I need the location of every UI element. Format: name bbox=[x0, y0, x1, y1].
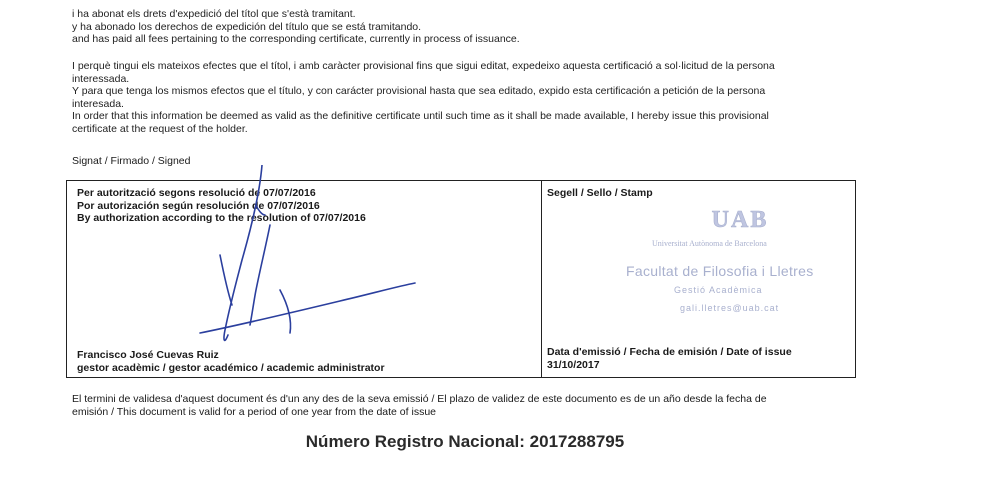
signed-label: Signat / Firmado / Signed bbox=[72, 155, 191, 167]
intro-line-es: y ha abonado los derechos de expedición del título que se está tramitando. bbox=[72, 20, 422, 33]
uab-logo-text: UAB bbox=[711, 207, 769, 233]
provisional-line: In order that this information be deemed as valid as the definitive certificate until such time as it shall be made available, I hereby issue this provisional bbox=[72, 110, 769, 122]
provisional-line: interesada. bbox=[72, 97, 124, 110]
signer-name: Francisco José Cuevas Ruiz bbox=[77, 349, 219, 361]
signature-column bbox=[67, 181, 542, 377]
issue-date-value: 31/10/2017 bbox=[547, 358, 600, 371]
university-stamp bbox=[622, 203, 852, 323]
intro-line-ca: i ha abonat els drets d'expedició del títol que s'està tramitant. bbox=[72, 8, 356, 20]
provisional-line: Y para que tenga los mismos efectos que el título, y con carácter provisional hasta que sea editado, expido esta certificación a petición de la persona bbox=[72, 85, 766, 97]
provisional-line: certificate at the request of the holder. bbox=[72, 122, 248, 135]
provisional-line: interessada. bbox=[72, 72, 130, 85]
validity-line: emisión / This document is valid for a period of one year from the date of issue bbox=[72, 405, 436, 418]
signer-block bbox=[77, 349, 385, 374]
national-registry-number: Número Registro Nacional: 2017288795 bbox=[305, 432, 625, 451]
issue-block bbox=[547, 346, 792, 371]
signature-stamp-box bbox=[66, 180, 856, 378]
authorization-line-ca: Per autorització segons resolució de 07/07/2016 bbox=[77, 187, 316, 199]
provisional-certificate-paragraph bbox=[72, 60, 862, 135]
issuance-fee-paragraph bbox=[72, 8, 862, 46]
issue-date-label: Data d'emissió / Fecha de emisión / Date of issue bbox=[547, 346, 792, 358]
validity-notice bbox=[72, 393, 852, 418]
signer-role: gestor acadèmic / gestor académico / academic administrator bbox=[77, 361, 385, 374]
stamp-column bbox=[542, 181, 855, 377]
stamp-university: Universitat Autònoma de Barcelona bbox=[652, 239, 767, 248]
stamp-label: Segell / Sello / Stamp bbox=[547, 187, 653, 199]
stamp-department: Gestió Acadèmica bbox=[674, 285, 763, 295]
stamp-email: gali.lletres@uab.cat bbox=[680, 303, 780, 313]
intro-line-en: and has paid all fees pertaining to the corresponding certificate, currently in process of issuance. bbox=[72, 33, 520, 45]
authorization-block bbox=[77, 187, 366, 225]
authorization-line-es: Por autorización según resolución de 07/07/2016 bbox=[77, 199, 320, 212]
provisional-line: I perquè tingui els mateixos efectes que el títol, i amb caràcter provisional fins que sigui editat, expedeixo aquesta certificació a sol·licitud de la persona bbox=[72, 60, 775, 72]
stamp-faculty: Facultat de Filosofia i Lletres bbox=[626, 263, 814, 279]
authorization-line-en: By authorization according to the resolution of 07/07/2016 bbox=[77, 212, 366, 224]
uab-logo-icon bbox=[700, 203, 780, 233]
validity-line: El termini de validesa d'aquest document és d'un any des de la seva emissió / El plazo de validez de este documento es de un año desde la fecha de bbox=[72, 393, 767, 405]
